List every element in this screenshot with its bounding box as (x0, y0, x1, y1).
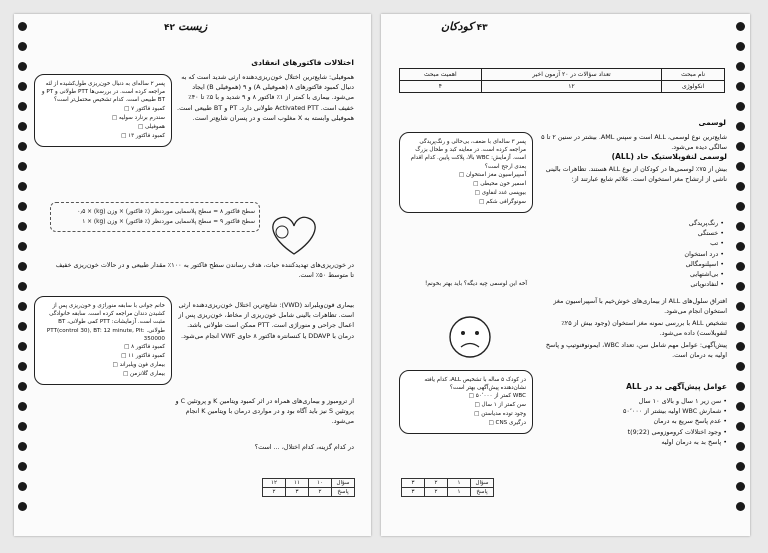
left-box1-question: پسر ۲ ساله‌ای به دنبال خون‌ریزی طول‌کشیده از لثه مراجعه کرده است. در بررسی‌ها PTT طولانی و PT و BT طبیعی است. کدام تشخیص محتمل‌تر است؟ (41, 81, 165, 104)
left-box2-option: بیماری فون ویلبراند □ (41, 361, 165, 370)
answer-table-cell: ۲ (425, 479, 448, 488)
left-paragraph-3: بیماری فون‌ویلبراند (VWD): شایع‌ترین اختلال خون‌ریزی‌دهنده ارثی است. تظاهرات بالینی شامل خون‌ریزی از مخاط، خون‌ریزی پس از اعمال جراحی و منوراژی است. PTT ممکن است طولانی باشد. درمان با DDAVP یا کنسانتره فاکتور ۸ حاوی VWF انجام می‌شود. (178, 301, 354, 340)
right-box4-question: در کودک ۵ ساله با تشخیص ALL، کدام یافته نشان‌دهنده پیش‌آگهی بهتر است؟ (424, 377, 526, 392)
right-box3-option: سونوگرافی شکم □ (406, 198, 526, 207)
answer-table-cell: ۲ (263, 488, 286, 497)
symptom-item: • بی‌اشتهایی (569, 269, 724, 279)
summary-table-cell: انکولوژی (662, 81, 725, 93)
summary-table-header: تعداد سؤالات در ۲۰ آزمون اخیر (481, 69, 662, 81)
left-page (14, 14, 371, 536)
answer-table-row-label: سؤال (332, 479, 355, 488)
answer-table-row-label: پاسخ (471, 488, 494, 497)
right-box3-option: بیوپسی غدد لنفاوی □ (406, 189, 526, 198)
answer-table-cell: ۱ (448, 479, 471, 488)
answer-table-row-label: پاسخ (332, 488, 355, 497)
right-paragraph-5: پیش‌آگهی: عوامل مهم شامل سن، تعداد WBC، ایمونوفنوتیپ و پاسخ اولیه به درمان است. (545, 341, 727, 360)
left-box1-option: هموفیلی □ (41, 123, 165, 132)
left-note-line: سطح فاکتور ۹ = سطح پلاسمایی موردنظر (٪ فاکتور) × وزن (kg) × ۱ (82, 219, 255, 226)
speech-bubble-text: آخه این لوسمی چیه دیگه؟ باید بهتر بخونم! (424, 281, 528, 287)
prognosis-title: عوامل پیش‌آگهی بد در ALL (626, 382, 727, 391)
right-paragraph-4: تشخیص ALL با بررسی نمونه مغز استخوان (وجود بیش از ۲۵٪ لنفوبلاست) داده می‌شود. (561, 319, 727, 338)
left-question-box-1 (34, 74, 172, 147)
spiral-binding-right (734, 22, 748, 528)
left-question-footer: در کدام گزینه، کدام اختلال، ... است؟ (254, 443, 354, 451)
answer-table-cell: ۱۲ (263, 479, 286, 488)
left-box1-option: کمبود فاکتور ۱۳ □ (41, 132, 165, 141)
symptoms-list (569, 218, 724, 289)
answer-table-cell: ۳ (286, 488, 309, 497)
summary-table (399, 68, 725, 93)
left-box1-option: کمبود فاکتور ۷ □ (41, 105, 165, 114)
left-paragraph-2: در خون‌ریزی‌های تهدیدکننده حیات، هدف رساندن سطح فاکتور به ۱۰۰٪ مقدار طبیعی و در حالات خون‌ریزی خفیف تا متوسط ۵۰٪ است. (55, 261, 354, 280)
left-note-line: سطح فاکتور ۸ = سطح پلاسمایی موردنظر (٪ فاکتور) × وزن (kg) × ۰٫۵ (77, 209, 255, 215)
right-box4-option: وجود توده مدیاستن □ (406, 410, 526, 419)
right-paragraph-2: بیش از ۷۵٪ لوسمی‌ها در کودکان از نوع ALL هستند. تظاهرات بالینی ناشی از ارتشاح مغز استخوان است. علائم شایع عبارتند از: (545, 165, 727, 184)
left-paragraph-4: از ترومبوز و بیماری‌های همراه در اثر کمبود ویتامین K و پروتئین C و پروتئین S نیز باید آگاه بود و در مواردی درمان با ویتامین K انجام می‌شود. (175, 397, 354, 426)
right-question-box-1 (399, 132, 533, 213)
right-box4-option: درگیری CNS □ (406, 419, 526, 428)
symptom-item: • اسپلنومگالی (569, 259, 724, 269)
right-logo-text: کودکان (441, 20, 474, 33)
left-box2-option: کمبود فاکتور ۸ □ (41, 343, 165, 352)
prognosis-list (541, 396, 727, 447)
right-question-box-2 (399, 370, 533, 434)
summary-table-cell: ۴ (400, 81, 482, 93)
left-paragraph-1: هموفیلی: شایع‌ترین اختلال خون‌ریزی‌دهنده ارثی شدید است که به دنبال کمبود فاکتورهای ۸ (هموفیلی A) و ۹ (هموفیلی B) ایجاد می‌شود. بیماری با کمتر از ۱٪ فاکتور ۸ و ۹ شدید و با ۵٪ تا ۴۰٪ خفیف است. Activated PTT طولانی دارد. PT و BT طبیعی است. هموفیلی وابسته به X مغلوب است و در پسران شایع‌تر است. (177, 73, 354, 122)
summary-table-cell: ۱۲ (481, 81, 662, 93)
symptom-item: • لنفادنوپاتی (569, 279, 724, 289)
answer-table-row-label: سؤال (471, 479, 494, 488)
right-box3-question: پسر ۳ ساله‌ای با ضعف، بی‌حالی و رنگ‌پریدگی مراجعه کرده است. در معاینه کبد و طحال بزرگ است. آزمایش: WBC بالا، پلاکت پایین. کدام اقدام بعدی ارجح است؟ (410, 139, 526, 170)
left-page-number: ۴۲ (164, 23, 175, 33)
answer-table-cell: ۳ (402, 479, 425, 488)
symptom-item: • تب (569, 238, 724, 248)
right-page-header (441, 20, 488, 33)
right-paragraph-3: افتراق سلول‌های ALL از بیماری‌های خوش‌خیم با آسپیراسیون مغز استخوان انجام می‌شود. (553, 297, 727, 316)
answer-table-cell: ۱ (448, 488, 471, 497)
answer-table-cell: ۳ (402, 488, 425, 497)
prognosis-item: • سن زیر ۱ سال و بالای ۱۰ سال (541, 396, 727, 406)
symptom-item: • خستگی (569, 228, 724, 238)
left-formula-note (50, 202, 260, 232)
answer-table-cell: ۲ (309, 488, 332, 497)
spiral-binding-left (16, 22, 30, 528)
right-box3-option: اسمیر خون محیطی □ (406, 180, 526, 189)
left-answer-table (262, 478, 355, 497)
left-box2-option: بیماری گلانزمن □ (41, 370, 165, 379)
right-page (381, 14, 750, 536)
right-box3-option: آسپیراسیون مغز استخوان □ (406, 171, 526, 180)
right-box4-option: WBC کمتر از ۵۰٬۰۰۰ □ (406, 392, 526, 401)
symptom-item: • رنگ‌پریدگی (569, 218, 724, 228)
prognosis-item: • پاسخ بد به درمان اولیه (541, 437, 727, 447)
sad-face-illustration (447, 314, 493, 360)
prognosis-item: • وجود اختلالات کروموزومی t(9;22) (541, 427, 727, 437)
summary-table-header: اهمیت مبحث (400, 69, 482, 81)
left-box1-option: سندرم برنارد سولیه □ (41, 114, 165, 123)
right-answer-table (401, 478, 494, 497)
answer-table-cell: ۱۱ (286, 479, 309, 488)
left-logo-text: زیست (178, 20, 208, 33)
prognosis-item: • عدم پاسخ سریع به درمان (541, 416, 727, 426)
left-section-title: اختلالات فاکتورهای انعقادی (251, 58, 354, 67)
symptom-item: • درد استخوان (569, 249, 724, 259)
left-page-header (164, 20, 207, 33)
prognosis-item: • شمارش WBC اولیه بیشتر از ۵۰٬۰۰۰ (541, 406, 727, 416)
right-box4-option: سن کمتر از ۱ سال □ (406, 401, 526, 410)
right-subtitle: لوسمی لنفوبلاستیک حاد (ALL) (611, 152, 727, 161)
left-box2-question: خانم جوانی با سابقه منوراژی و خون‌ریزی پس از کشیدن دندان مراجعه کرده است. سابقه خانوادگی مثبت است. آزمایشات: PTT کمی طولانی، BT طولانی. PTT(control 30), BT: 12 minute, Plt: 350000 (46, 303, 165, 342)
right-page-number: ۴۳ (476, 23, 488, 33)
answer-table-cell: ۱۰ (309, 479, 332, 488)
right-paragraph-1: شایع‌ترین نوع لوسمی، ALL است و سپس AML. بیشتر در سنین ۲ تا ۵ سالگی دیده می‌شود. (541, 133, 727, 152)
answer-table-cell: ۲ (425, 488, 448, 497)
heart-hug-illustration (264, 210, 324, 258)
left-box2-option: کمبود فاکتور ۱۱ □ (41, 352, 165, 361)
left-question-box-2 (34, 296, 172, 385)
right-section-title: لوسمی (698, 118, 726, 127)
summary-table-header: نام مبحث (662, 69, 725, 81)
